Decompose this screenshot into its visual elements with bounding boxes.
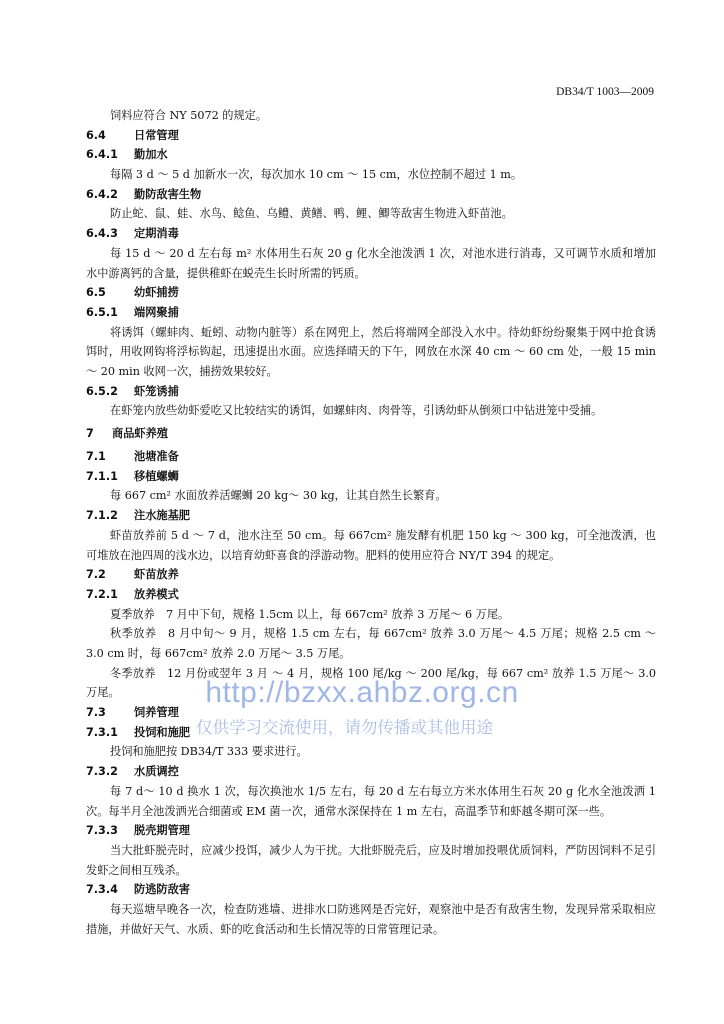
- section-heading: [86, 467, 656, 487]
- section-heading: [86, 821, 656, 841]
- section-number: 6.5: [86, 286, 106, 300]
- section-title: 池塘准备: [134, 450, 179, 464]
- watermark-url: http://bzxx.ahbz.org.cn: [205, 676, 519, 709]
- section-number: 6.4: [86, 128, 106, 142]
- document-body: [86, 106, 656, 939]
- paragraph: 在虾笼内放些幼虾爱吃又比较结实的诱饵，如螺蚌肉、肉骨等，引诱幼虾从倒须口中钻进笼中受捕。: [110, 404, 603, 418]
- section-number: 6.5.1: [86, 305, 118, 319]
- section-title: 日常管理: [134, 128, 179, 142]
- section-number: 6.4.3: [86, 227, 118, 241]
- document-code: DB34/T 1003—2009: [556, 86, 654, 98]
- section-number: 6.5.2: [86, 384, 118, 398]
- section-heading: [86, 447, 656, 467]
- section-title: 饲养管理: [134, 706, 179, 720]
- section-title: 端网聚捕: [134, 305, 179, 319]
- section-number: 7.3: [86, 706, 106, 720]
- section-heading: [86, 283, 656, 303]
- paragraph: 虾苗放养前 5 d ～ 7 d，池水注至 50 cm。每 667cm² 施发酵有机肥 150 kg ～ 300 kg，可全池泼洒，也可堆放在池四周的浅水边，以培育幼虾喜食的浮游动物。肥料的使用应符合 NY/T 394 的规定。: [86, 528, 656, 562]
- section-heading: [86, 762, 656, 782]
- section-number: 7.1.2: [86, 509, 118, 523]
- section-heading: [86, 126, 656, 146]
- section-title: 放养模式: [134, 587, 179, 601]
- section-heading: [86, 565, 656, 585]
- section-title: 防逃防敌害: [134, 883, 190, 897]
- section-heading: [86, 145, 656, 165]
- section-title: 幼虾捕捞: [134, 286, 179, 300]
- section-title: 商品虾养殖: [112, 427, 168, 441]
- section-number: 7.2: [86, 568, 106, 582]
- paragraph: 饲料应符合 NY 5072 的规定。: [110, 109, 268, 122]
- section-heading: [86, 185, 656, 205]
- section-number: 7: [86, 427, 94, 441]
- section-title: 勤防敌害生物: [134, 187, 202, 201]
- section-title: 勤加水: [134, 148, 168, 162]
- section-number: 7.3.2: [86, 765, 118, 779]
- section-title: 移植螺蛳: [134, 469, 179, 483]
- section-heading: [86, 506, 656, 526]
- section-heading: [86, 880, 656, 900]
- section-title: 注水施基肥: [134, 509, 190, 523]
- paragraph: 冬季放养 12 月份或翌年 3 月 ～ 4 月，规格 100 尾/kg ～ 200 尾/kg，每 667 cm² 放养 1.5 万尾～ 3.0 万尾。: [86, 666, 656, 700]
- paragraph: 将诱饵（螺蚌肉、蚯蚓、动物内脏等）系在网兜上，然后将端网全部没入水中。待幼虾纷纷聚集于网中抢食诱饵时，用收网钩将浮标钩起，迅速提出水面。应选择晴天的下午，网放在水深 40 cm ～ 60 cm 处，一般 15 min ～ 20 min 收网一次，捕捞效果较好。: [86, 325, 656, 378]
- section-number: 7.2.1: [86, 587, 118, 601]
- paragraph: 投饲和施肥按 DB34/T 333 要求进行。: [110, 745, 308, 759]
- paragraph: 秋季放养 8 月中旬～ 9 月，规格 1.5 cm 左右，每 667cm² 放养 3.0 万尾～ 4.5 万尾；规格 2.5 cm ～ 3.0 cm 时，每 667cm² 放养 2.0 万尾～ 3.5 万尾。: [86, 627, 656, 660]
- section-number: 6.4.1: [86, 148, 118, 162]
- paragraph: 每 15 d ～ 20 d 左右每 m² 水体用生石灰 20 g 化水全池泼洒 1 次，对池水进行消毒，又可调节水质和增加水中游离钙的含量，提供稚虾在蜕壳生长时所需的钙质。: [86, 246, 656, 280]
- paragraph: 每 7 d～ 10 d 换水 1 次，每次换池水 1/5 左右，每 20 d 左右每立方米水体用生石灰 20 g 化水全池泼洒 1 次。每半月全池泼洒光合细菌或 EM 菌一次，通常水深保持在 1 m 左右，高温季节和虾越冬期可深一些。: [86, 784, 656, 818]
- section-title: 虾苗放养: [134, 568, 179, 582]
- paragraph: 每 667 cm² 水面放养活螺蛳 20 kg～ 30 kg，让其自然生长繁育。: [110, 489, 447, 503]
- paragraph: 每天巡塘早晚各一次，检查防逃墙、进排水口防逃网是否完好，观察池中是否有敌害生物，发现异常采取相应措施，并做好天气、水质、虾的吃食活动和生长情况等的日常管理记录。: [86, 903, 656, 936]
- section-title: 投饲和施肥: [134, 725, 190, 739]
- watermark-note: 仅供学习交流使用，请勿传播或其他用途: [196, 718, 493, 737]
- section-number: 7.1: [86, 450, 106, 464]
- section-title: 定期消毒: [134, 227, 179, 241]
- section-number: 6.4.2: [86, 187, 118, 201]
- section-heading: [86, 585, 656, 605]
- paragraph: 每隔 3 d ～ 5 d 加新水一次，每次加水 10 cm ～ 15 cm，水位控制不超过 1 m。: [110, 168, 523, 182]
- paragraph: 防止蛇、鼠、蛙、水鸟、鲶鱼、乌鳢、黄鳝、鸭、鲤、鲫等敌害生物进入虾苗池。: [110, 207, 513, 221]
- paragraph: 当大批虾脱壳时，应减少投饵，减少人为干扰。大批虾脱壳后，应及时增加投喂优质饲料，严防因饲料不足引发虾之间相互残杀。: [86, 843, 656, 877]
- section-heading: [86, 303, 656, 323]
- section-number: 7.3.3: [86, 824, 118, 838]
- section-number: 7.3.1: [86, 725, 118, 739]
- section-title: 脱壳期管理: [134, 824, 190, 838]
- section-number: 7.3.4: [86, 883, 118, 897]
- section-title: 水质调控: [134, 765, 179, 779]
- section-title: 虾笼诱捕: [134, 384, 179, 398]
- section-heading: [86, 382, 656, 402]
- chapter-heading: [86, 421, 656, 447]
- section-heading: [86, 224, 656, 244]
- section-number: 7.1.1: [86, 469, 118, 483]
- paragraph: 夏季放养 7 月中下旬，规格 1.5cm 以上，每 667cm² 放养 3 万尾～ 6 万尾。: [110, 607, 510, 621]
